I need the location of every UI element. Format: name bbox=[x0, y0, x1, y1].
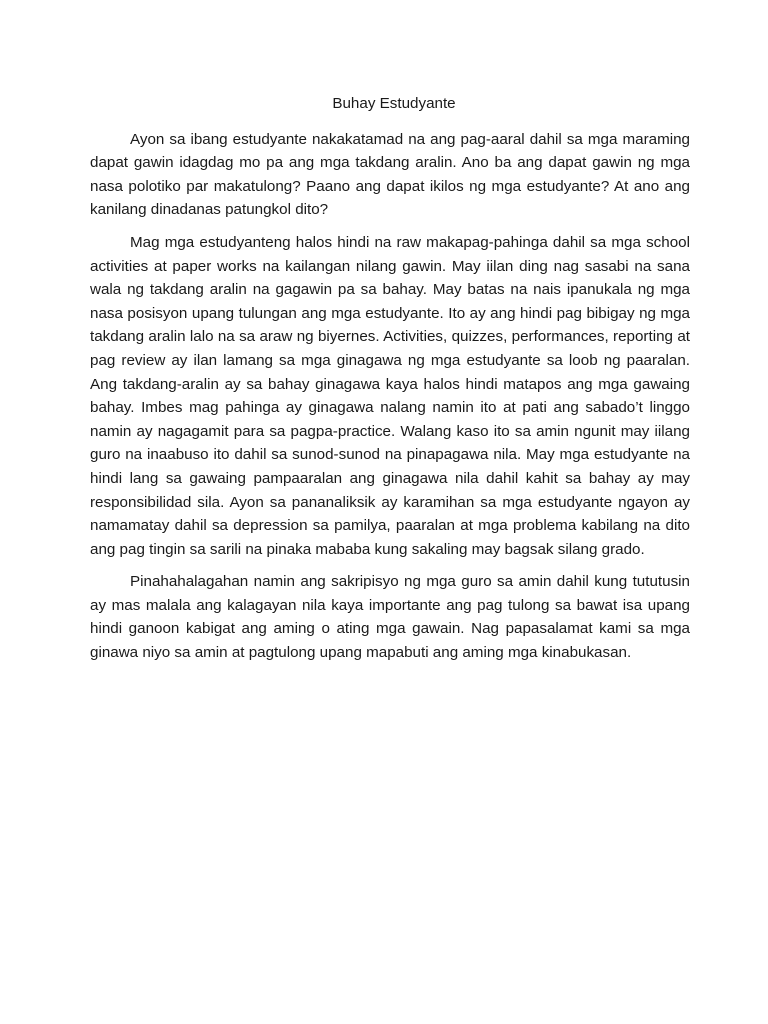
paragraph-body: Mag mga estudyanteng halos hindi na raw makapag-pahinga dahil sa mga school activities at paper works na kailangan nilang gawin. May iilan ding nag sasabi na sana wala ng takdang aralin na gagawin pa sa bahay. May batas na nais ipanukala ng mga nasa posisyon upang tulungan ang mga estudyante. Ito ay ang hindi pag bibigay ng mga takdang aralin lalo na sa araw ng biyernes. Activities, quizzes, performances, reporting at pag review ay ilan lamang sa mga ginagawa ng mga estudyante sa loob ng paaralan. Ang takdang-aralin ay sa bahay ginagawa kaya halos hindi matapos ang mga gawaing bahay. Imbes mag pahinga ay ginagawa nalang namin ito at pati ang sabado’t linggo namin ay nagagamit para sa pagpa-practice. Walang kaso ito sa amin ngunit may iilang guro na inaabuso ito dahil sa sunod-sunod na pinapagawa nila. May mga estudyante na hindi lang sa gawaing pampaaralan ang ginagawa nila dahil kahit sa bahay ay may responsibilidad sila. Ayon sa pananaliksik ay karamihan sa mga estudyante ngayon ay namamatay dahil sa depression sa pamilya, paaralan at mga problema kabilang na dito ang pag tingin sa sarili na pinaka mababa kung sakaling may bagsak silang grado. bbox=[90, 233, 690, 558]
document-title: Buhay Estudyante bbox=[332, 95, 456, 112]
document-body bbox=[90, 92, 690, 674]
paragraph-intro: Ayon sa ibang estudyante nakakatamad na ang pag-aaral dahil sa mga maraming dapat gawin idagdag mo pa ang mga takdang aralin. Ano ba ang dapat gawin ng mga nasa polotiko par makatulong? Paano ang dapat ikilos ng mga estudyante? At ano ang kanilang dinadanas patungkol dito? bbox=[90, 130, 690, 219]
paragraph-conclusion: Pinahahalagahan namin ang sakripisyo ng mga guro sa amin dahil kung tututusin ay mas malala ang kalagayan nila kaya importante ang pag tulong sa bawat isa upang hindi ganoon kabigat ang aming o ating mga gawain. Nag papasalamat kami sa mga ginawa niyo sa amin at pagtulong upang mapabuti ang aming mga kinabukasan. bbox=[90, 573, 690, 662]
